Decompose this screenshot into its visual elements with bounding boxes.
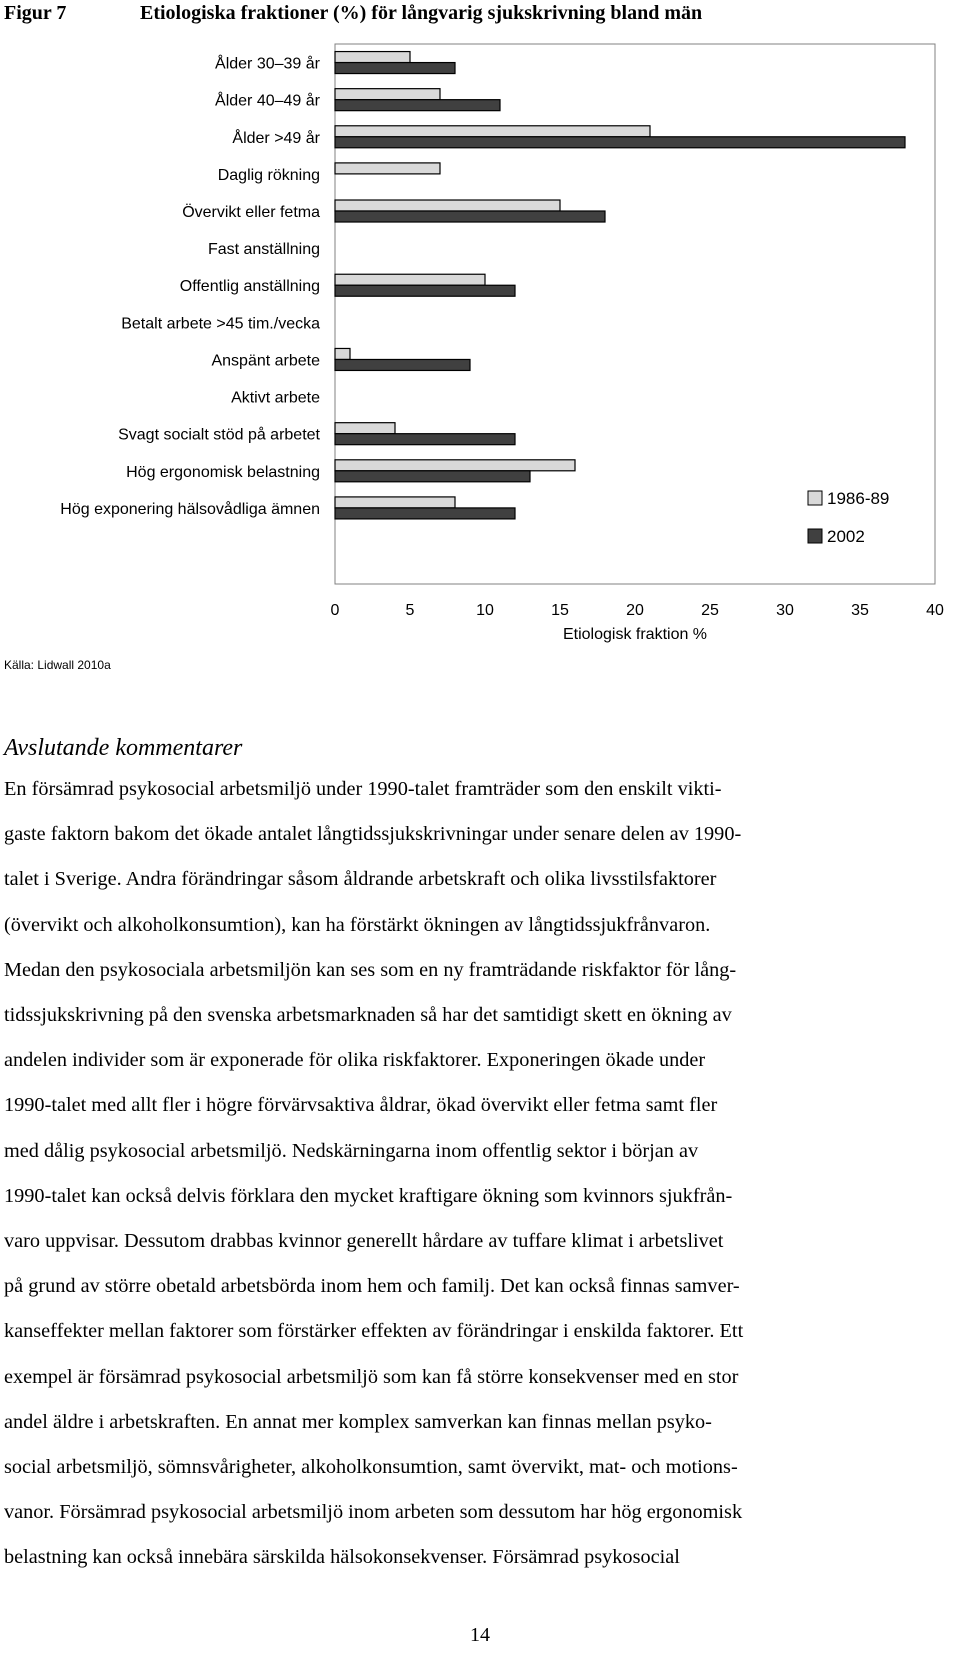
category-label: Svagt socialt stöd på arbetet (118, 426, 320, 444)
text-line: andelen individer som är exponerade för olika riskfaktorer. Exponeringen ökade under (4, 1049, 706, 1072)
bar-2002 (335, 137, 905, 148)
x-tick-label: 35 (851, 602, 869, 619)
x-tick-label: 40 (926, 602, 944, 619)
bar-1986-89 (335, 423, 395, 434)
category-label: Ålder 40–49 år (215, 92, 320, 110)
text-line: med dålig psykosocial arbetsmiljö. Nedskärningarna inom offentlig sektor i början av (4, 1139, 699, 1162)
category-label: Anspänt arbete (211, 352, 320, 370)
category-label: Aktivt arbete (231, 389, 320, 407)
x-tick-label: 30 (776, 602, 794, 619)
bar-2002 (335, 63, 455, 74)
text-line: (övervikt och alkoholkonsumtion), kan ha förstärkt ökningen av långtidssjukfrånvaron. (4, 913, 711, 936)
bar-2002 (335, 100, 500, 111)
bar-1986-89 (335, 52, 410, 63)
bar-1986-89 (335, 126, 650, 137)
legend-swatch-2002 (808, 529, 822, 543)
text-line: andel äldre i arbetskraften. En annat mer komplex samverkan kan finnas mellan psyko- (4, 1410, 712, 1433)
category-label: Ålder >49 år (232, 129, 320, 147)
bar-2002 (335, 508, 515, 519)
category-label: Hög ergonomisk belastning (126, 463, 320, 481)
legend-label-1986-89: 1986-89 (827, 489, 890, 508)
category-label: Offentlig anställning (179, 278, 320, 296)
legend (808, 489, 889, 546)
category-label: Övervikt eller fetma (182, 204, 320, 222)
category-label: Ålder 30–39 år (215, 55, 320, 73)
x-tick-label: 0 (330, 602, 340, 619)
bar-2002 (335, 471, 530, 482)
bar-2002 (335, 434, 515, 445)
text-line: varo uppvisar. Dessutom drabbas kvinnor generellt hårdare av tuffare klimat i arbetslivet (4, 1230, 724, 1253)
bar-1986-89 (335, 200, 560, 211)
bar-1986-89 (335, 89, 440, 100)
figure-label: Figur 7 (4, 2, 67, 24)
x-tick-label: 10 (476, 602, 494, 619)
text-line: 1990-talet kan också delvis förklara den mycket kraftigare ökning som kvinnors sjukfrån- (4, 1184, 733, 1207)
bar-1986-89 (335, 497, 455, 508)
bar-2002 (335, 211, 605, 222)
bar-2002 (335, 285, 515, 296)
text-line: tidssjukskrivning på den svenska arbetsmarknaden så har det samtidigt skett en ökning av (4, 1004, 732, 1027)
text-line: gaste faktorn bakom det ökade antalet långtidssjukskrivningar under senare delen av 1990- (4, 823, 742, 846)
category-label: Fast anställning (207, 241, 320, 259)
x-tick-label: 15 (551, 602, 569, 619)
category-label: Hög exponering hälsovådliga ämnen (60, 500, 320, 518)
section-heading: Avslutande kommentarer (4, 735, 243, 761)
x-axis-label: Etiologisk fraktion % (562, 626, 708, 643)
text-line: talet i Sverige. Andra förändringar såsom åldrande arbetskraft och olika livsstilsfaktorer (4, 868, 717, 891)
body-text (4, 767, 964, 1581)
text-line: exempel är försämrad psykosocial arbetsmiljö som kan få större konsekvenser med en stor (4, 1365, 739, 1388)
bar-1986-89 (335, 460, 575, 471)
chart-source: Källa: Lidwall 2010a (4, 658, 111, 672)
category-label: Daglig rökning (217, 166, 320, 184)
bar-2002 (335, 359, 470, 370)
text-line: 1990-talet med allt fler i högre förvärvsaktiva åldrar, ökad övervikt eller fetma samt fler (4, 1094, 718, 1117)
page-number: 14 (470, 1624, 490, 1646)
bar-1986-89 (335, 348, 350, 359)
text-line: vanor. Försämrad psykosocial arbetsmiljö inom arbeten som dessutom har hög ergonomisk (4, 1501, 743, 1524)
text-line: Medan den psykosociala arbetsmiljön kan ses som en ny framträdande riskfaktor för lång- (4, 958, 737, 981)
text-line: på grund av större obetald arbetsbörda inom hem och familj. Det kan också finnas samver- (4, 1275, 740, 1298)
bar-chart (0, 30, 960, 672)
x-tick-label: 25 (701, 602, 719, 619)
bar-1986-89 (335, 274, 485, 285)
text-line: kanseffekter mellan faktorer som förstärker effekten av förändringar i enskilda faktorer. Ett (4, 1320, 744, 1343)
legend-label-2002: 2002 (827, 527, 865, 546)
bar-1986-89 (335, 163, 440, 174)
x-tick-label: 5 (405, 602, 415, 619)
legend-swatch-1986-89 (808, 491, 822, 505)
text-line: En försämrad psykosocial arbetsmiljö under 1990-talet framträder som den enskilt vikti- (4, 778, 722, 800)
figure-title: Etiologiska fraktioner (%) för långvarig sjukskrivning bland män (140, 2, 703, 24)
text-line: social arbetsmiljö, sömnsvårigheter, alkoholkonsumtion, samt övervikt, mat- och motions- (4, 1456, 738, 1479)
category-label: Betalt arbete >45 tim./vecka (121, 315, 320, 333)
text-line: belastning kan också innebära särskilda hälsokonsekvenser. Försämrad psykosocial (4, 1546, 680, 1569)
x-tick-label: 20 (626, 602, 644, 619)
